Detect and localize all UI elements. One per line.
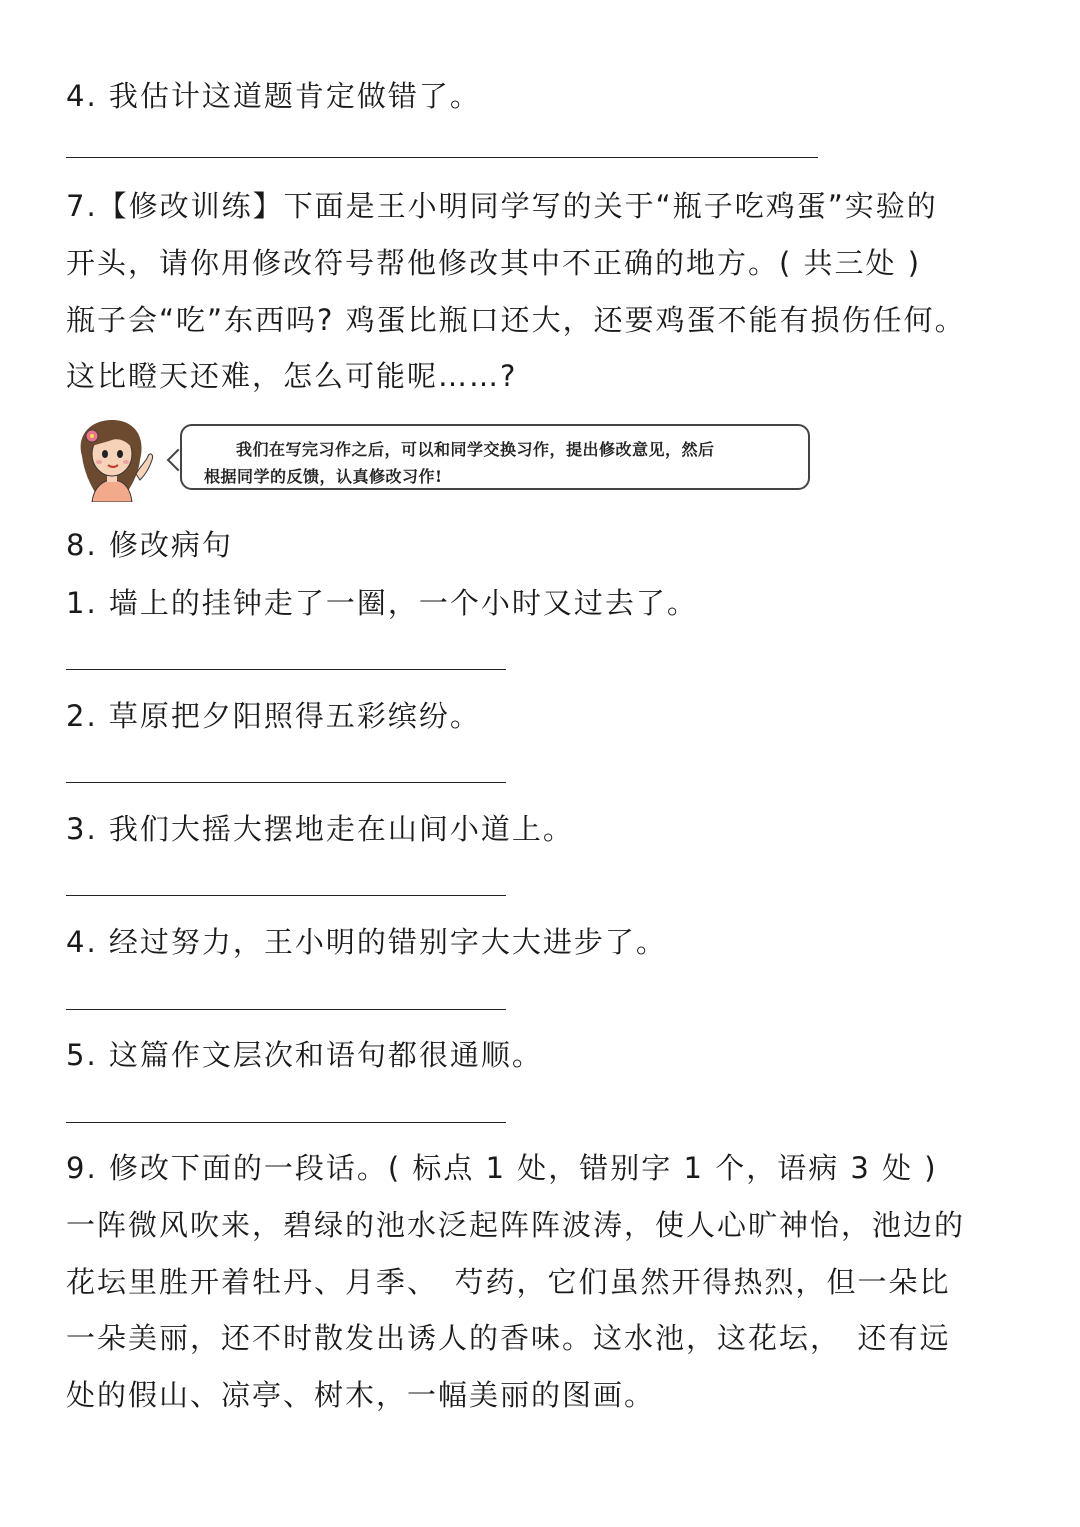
answer-line[interactable] (66, 895, 506, 896)
tip-line-2: 根据同学的反馈，认真修改习作! (204, 467, 443, 486)
tip-box (68, 416, 818, 502)
question-8-item-4: 4. 经过努力，王小明的错别字大大进步了。 (66, 925, 667, 959)
answer-line[interactable] (66, 782, 506, 783)
question-7-line-2: 开头，请你用修改符号帮他修改其中不正确的地方。( 共三处 ) (66, 246, 922, 280)
question-7-line-1: 7.【修改训练】下面是王小明同学写的关于“瓶子吃鸡蛋”实验的 (66, 189, 938, 223)
question-7-passage-line-1: 瓶子会“吃”东西吗? 鸡蛋比瓶口还大，还要鸡蛋不能有损伤任何。 (66, 303, 966, 337)
question-8-item-5: 5. 这篇作文层次和语句都很通顺。 (66, 1038, 543, 1072)
question-8-title: 8. 修改病句 (66, 528, 233, 562)
question-8-item-2: 2. 草原把夕阳照得五彩缤纷。 (66, 699, 481, 733)
answer-line[interactable] (66, 1122, 506, 1123)
question-9-paragraph-line-2: 花坛里胜开着牡丹、月季、 芍药，它们虽然开得热烈，但一朵比 (66, 1265, 951, 1299)
question-8-item-3: 3. 我们大摇大摆地走在山间小道上。 (66, 812, 574, 846)
question-9-paragraph-line-4: 处的假山、凉亭、树木，一幅美丽的图画。 (66, 1378, 656, 1412)
question-9-paragraph-line-3: 一朵美丽，还不时散发出诱人的香味。这水池，这花坛， 还有远 (66, 1321, 951, 1355)
speech-bubble (180, 424, 810, 490)
question-8-item-1: 1. 墙上的挂钟走了一圈，一个小时又过去了。 (66, 586, 698, 620)
question-9-title: 9. 修改下面的一段话。( 标点 1 处，错别字 1 个，语病 3 处 ) (66, 1151, 938, 1185)
girl-illustration (68, 416, 168, 502)
question-9-paragraph-line-1: 一阵微风吹来，碧绿的池水泛起阵阵波涛，使人心旷神怡，池边的 (66, 1208, 966, 1242)
tip-line-1: 我们在写完习作之后，可以和同学交换习作，提出修改意见，然后 (236, 440, 715, 459)
answer-line[interactable] (66, 157, 818, 158)
answer-line[interactable] (66, 669, 506, 670)
answer-line[interactable] (66, 1009, 506, 1010)
question-7-passage-line-2: 这比瞪天还难，怎么可能呢……? (66, 359, 518, 393)
question-4-text: 4. 我估计这道题肯定做错了。 (66, 79, 481, 113)
